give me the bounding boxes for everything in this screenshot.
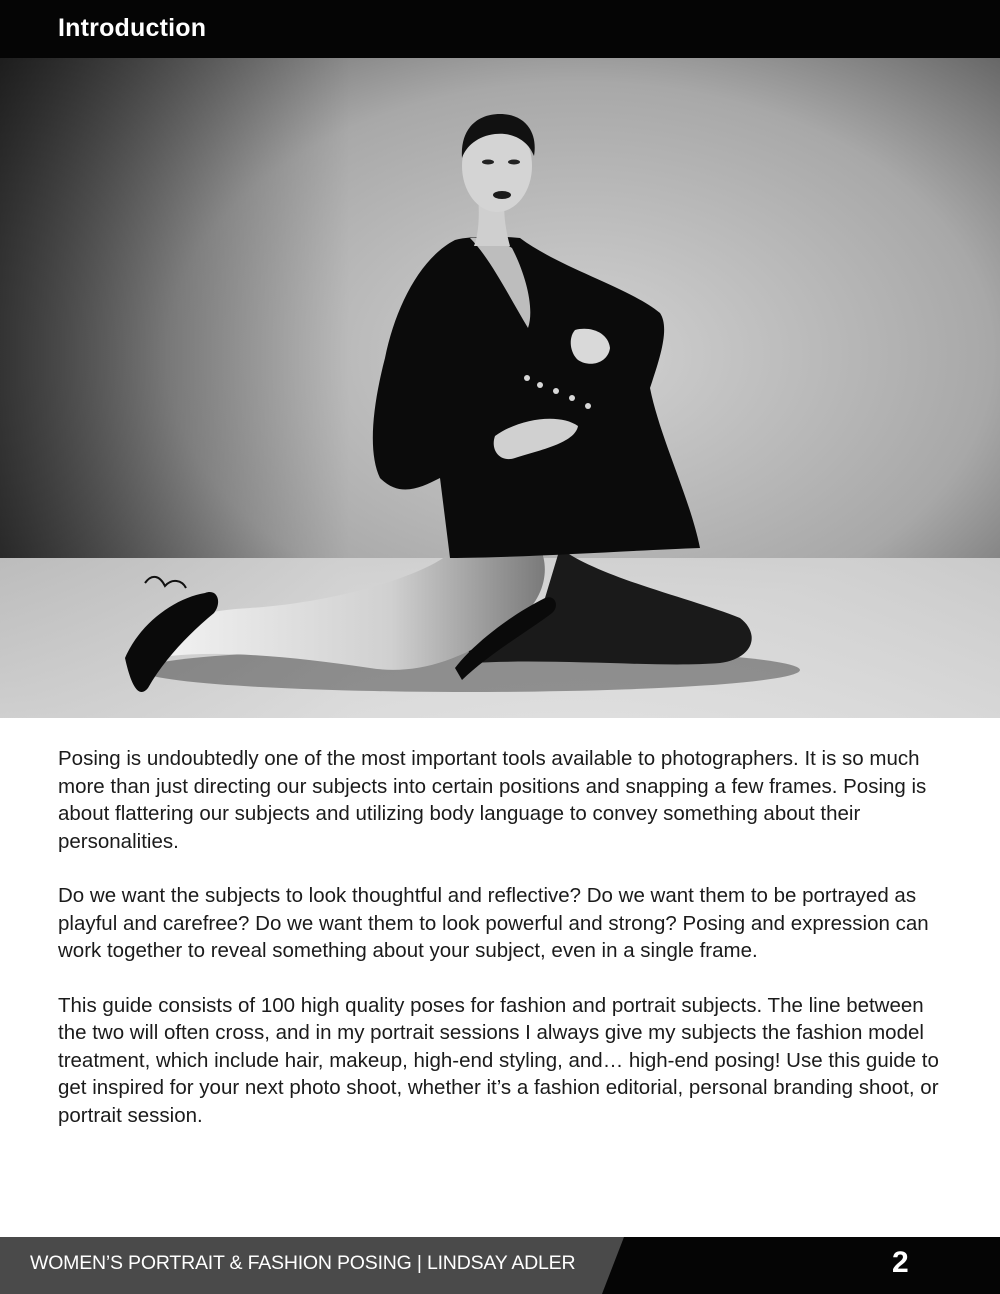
portrait-photo [0,58,1000,718]
page-number: 2 [892,1246,909,1279]
footer-title: WOMEN’S PORTRAIT & FASHION POSING | LINDSAY ADLER [30,1252,576,1274]
paragraph-3: This guide consists of 100 high quality poses for fashion and portrait subjects. The line between the two will often cross, and in my portrait sessions I always give my subjects the fashion model treatment, which include hair, makeup, high-end styling, and… high-end posing! Use this guide to get inspired for your next photo shoot, whether it’s a fashion editorial, personal branding shoot, or portrait session. [58,993,939,1127]
paragraph-1: Posing is undoubtedly one of the most important tools available to photographers. It is so much more than just directing our subjects into certain positions and snapping a few frames. Posing is about flattering our subjects and utilizing body language to convey something about their personalities. [58,747,927,853]
footer-page-tab [602,1237,1000,1294]
paragraph-2: Do we want the subjects to look thoughtful and reflective? Do we want them to be portrayed as playful and carefree? Do we want them to look powerful and strong? Posing and expression can work together to reveal something about your subject, even in a single frame. [58,884,929,962]
header-bar [0,0,1000,58]
intro-text [58,745,948,1156]
lips [493,191,511,199]
section-title: Introduction [58,14,207,42]
